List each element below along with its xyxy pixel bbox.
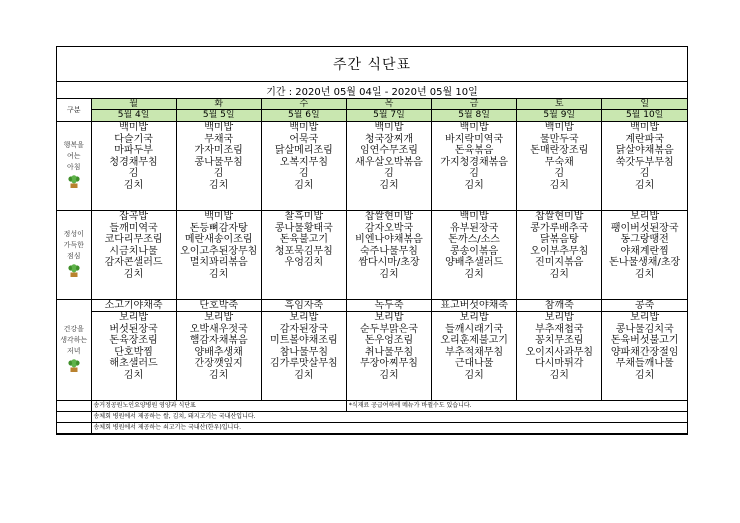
- menu-item: 닭살야채볶음: [615, 145, 674, 156]
- menu-item: 보리밥: [459, 312, 489, 323]
- menu-item: 근대나물: [454, 358, 494, 369]
- menu-item: 양파채간장절임: [610, 346, 679, 358]
- menu-item: 동그랑땡전: [620, 234, 669, 245]
- menu-item: 부추재첩국: [535, 323, 584, 335]
- dinner-menu-cell: [432, 312, 517, 401]
- note-label: [57, 401, 91, 412]
- lunch-menu-cell: [517, 211, 602, 300]
- menu-item: 김: [639, 168, 650, 179]
- menu-item: 김치: [123, 179, 144, 191]
- menu-item: 코다리무조림: [104, 234, 163, 245]
- menu-item: 닭살메리조림: [274, 145, 333, 156]
- day-name: 화: [176, 99, 261, 110]
- menu-item: 김: [213, 168, 224, 179]
- menu-item: 쌈다시마/초장: [358, 257, 420, 268]
- menu-item: 콩나물황태국: [274, 222, 333, 234]
- menu-item: 잡곡밥: [119, 211, 149, 222]
- day-date: 5월 9일: [517, 110, 602, 122]
- menu-item: 오복지무침: [279, 156, 328, 168]
- menu-item: 비엔나야채볶음: [355, 234, 423, 245]
- menu-item: 돈육불고기: [279, 234, 328, 245]
- menu-item: 김치: [549, 369, 569, 381]
- breakfast-menu-cell: [261, 122, 346, 211]
- day-date: 5월 8일: [432, 110, 517, 122]
- menu-item: 돈육버섯불고기: [610, 335, 679, 346]
- menu-item: 김치: [464, 179, 484, 191]
- menu-item: 버섯된장국: [109, 323, 158, 335]
- menu-item: 청포묵김무침: [274, 245, 333, 257]
- menu-item: 김치: [123, 268, 144, 280]
- menu-item: 무숙채: [544, 156, 574, 168]
- menu-item: 오이부추무침: [530, 245, 589, 257]
- menu-item: 보리밥: [204, 312, 234, 323]
- menu-item: 마파두부: [114, 145, 153, 156]
- menu-item: 오박새우젓국: [189, 323, 248, 335]
- plant-icon-wrap: [67, 175, 81, 193]
- plant-icon: [67, 175, 81, 189]
- menu-item: 꽁치무조림: [535, 335, 584, 346]
- menu-item: 김치: [294, 179, 314, 191]
- menu-item: 양배추샐러드: [445, 257, 504, 268]
- day-name: 수: [261, 99, 346, 110]
- breakfast-menu-cell: [517, 122, 602, 211]
- label-line: 점심: [66, 251, 81, 260]
- breakfast-menu-cell: [346, 122, 431, 211]
- porridge-cell: 콩죽: [602, 300, 687, 312]
- menu-item: 김치: [209, 179, 229, 191]
- menu-item: 김치: [379, 268, 399, 280]
- menu-item: 취나물무침: [364, 346, 414, 358]
- menu-item: 오이고추된장무침: [180, 245, 258, 257]
- menu-item: 보리밥: [630, 211, 660, 222]
- day-name: 목: [346, 99, 431, 110]
- menu-item: 닭볶음탕: [539, 234, 579, 245]
- menu-item: 김: [299, 168, 309, 179]
- lunch-menu-cell: [346, 211, 431, 300]
- menu-item: 백미밥: [374, 122, 404, 133]
- menu-item: 김치: [635, 369, 655, 381]
- header-label: 구분: [57, 99, 91, 122]
- porridge-row: [57, 300, 687, 312]
- menu-item: 무채들깨나물: [615, 358, 674, 369]
- menu-item: 김치: [549, 179, 569, 191]
- menu-item: 김치: [123, 369, 144, 381]
- menu-item: 팽이버섯된장국: [610, 222, 679, 234]
- note-label: [57, 412, 91, 423]
- menu-item: 계란파국: [625, 133, 664, 145]
- menu-item: 부추적채무침: [445, 346, 504, 358]
- menu-item: 돈육볶음: [454, 145, 494, 156]
- menu-item: 들깨시래기국: [445, 323, 504, 335]
- dinner-menu-cell: [91, 312, 176, 401]
- plant-icon: [67, 359, 81, 373]
- menu-item: 들깨미역국: [109, 222, 158, 234]
- menu-item: 콩나물김치국: [615, 323, 674, 335]
- menu-item: 청국장찌개: [364, 133, 414, 145]
- menu-item: 미트볼야채조림: [270, 335, 338, 346]
- menu-item: 김치: [379, 369, 399, 381]
- breakfast-menu-cell: [432, 122, 517, 211]
- menu-item: 김치: [635, 179, 655, 191]
- porridge-cell: 소고기야채죽: [91, 300, 176, 312]
- dinner-menu-cell: [517, 312, 602, 401]
- menu-item: 돈까스/소스: [448, 234, 500, 245]
- menu-item: 백미밥: [544, 122, 574, 133]
- dinner-label: [57, 300, 91, 401]
- menu-item: 보리밥: [119, 312, 149, 323]
- menu-item: 보리밥: [544, 312, 574, 323]
- dinner-menu-cell: [346, 312, 431, 401]
- menu-item: 김치: [635, 268, 655, 280]
- menu-item: 바지락미역국: [445, 133, 504, 145]
- menu-table: [57, 99, 687, 434]
- lunch-menu-cell: [91, 211, 176, 300]
- menu-item: 백미밥: [459, 211, 489, 222]
- menu-item: 보리밥: [630, 312, 660, 323]
- breakfast-label: [57, 122, 91, 211]
- menu-item: 감자된장국: [279, 323, 328, 335]
- menu-item: 김: [469, 168, 479, 179]
- page-title: 주간 식단표: [57, 47, 687, 82]
- lunch-menu-cell: [261, 211, 346, 300]
- menu-item: 오이지사과무침: [525, 346, 594, 358]
- label-line: 아침: [66, 162, 81, 171]
- menu-item: 가지청경채볶음: [440, 156, 508, 168]
- breakfast-menu-cell: [176, 122, 261, 211]
- day-date: 5월 5일: [176, 110, 261, 122]
- menu-item: 무채국: [204, 133, 234, 145]
- note-row: [57, 412, 687, 423]
- menu-item: 양배추생채: [194, 346, 243, 358]
- day-header-row: [57, 99, 687, 110]
- menu-item: 돈등뼈감자탕: [189, 222, 248, 234]
- dinner-label-text: [57, 324, 91, 357]
- menu-item: 무장아찌무침: [360, 358, 418, 369]
- menu-item: 김: [554, 168, 565, 179]
- menu-item: 보리밥: [289, 312, 319, 323]
- menu-item: 야채계란찜: [620, 245, 669, 257]
- porridge-cell: 흑임자죽: [261, 300, 346, 312]
- menu-item: 콩나물무침: [194, 156, 243, 168]
- menu-item: 백미밥: [289, 122, 319, 133]
- menu-item: 멸치꽈리볶음: [189, 257, 248, 268]
- menu-item: 김치: [464, 369, 484, 381]
- note-row: [57, 423, 687, 434]
- breakfast-menu-cell: [91, 122, 176, 211]
- menu-item: 우엉김치: [284, 257, 324, 268]
- menu-item: 해초샐러드: [109, 358, 158, 369]
- menu-item: 김치: [549, 268, 569, 280]
- lunch-row: [57, 211, 687, 300]
- menu-item: 김치: [294, 369, 314, 381]
- menu-item: 숙주나물무침: [360, 245, 418, 257]
- day-date: 5월 7일: [346, 110, 431, 122]
- plant-icon-wrap: [67, 264, 81, 282]
- menu-item: 시금치나물: [109, 245, 158, 257]
- menu-item: 백미밥: [459, 122, 489, 133]
- menu-item: 김치: [209, 369, 229, 381]
- menu-item: 다시마튀각: [535, 358, 584, 369]
- note-text: *식재료 공급여하에 메뉴가 바뀔수도 있습니다.: [346, 401, 687, 412]
- menu-item: 쑥갓두부무침: [615, 156, 674, 168]
- lunch-menu-cell: [176, 211, 261, 300]
- menu-item: 햄감자채볶음: [189, 335, 248, 346]
- porridge-cell: 녹두죽: [346, 300, 431, 312]
- menu-item: 간장깻잎지: [194, 358, 243, 369]
- day-name: 토: [517, 99, 602, 110]
- day-name: 일: [602, 99, 687, 110]
- label-line: 가득한: [63, 240, 84, 249]
- menu-item: 청경채무침: [109, 156, 158, 168]
- menu-item: 어묵국: [289, 133, 319, 145]
- dinner-row: [57, 312, 687, 401]
- menu-item: 백미밥: [119, 122, 149, 133]
- menu-item: 다슬기국: [114, 133, 153, 145]
- dinner-menu-cell: [176, 312, 261, 401]
- menu-item: 김치: [464, 268, 484, 280]
- menu-item: 참나물무침: [279, 346, 328, 358]
- menu-item: 김: [128, 168, 139, 179]
- lunch-label: [57, 211, 91, 300]
- label-line: 여는: [66, 151, 81, 160]
- day-date: 5월 4일: [91, 110, 176, 122]
- lunch-menu-cell: [602, 211, 687, 300]
- menu-sheet: [56, 46, 688, 435]
- note-text: 송체회 병원에서 제공하는 쇠고기는 국내산(한우)입니다.: [91, 423, 687, 434]
- menu-item: 진미지볶음: [535, 257, 584, 268]
- menu-item: 돈매란장조림: [530, 145, 589, 156]
- menu-item: 김치: [379, 179, 399, 191]
- menu-item: 찰흑미밥: [284, 211, 324, 222]
- menu-item: 보리밥: [374, 312, 404, 323]
- porridge-cell: 참깨죽: [517, 300, 602, 312]
- menu-item: 단호박찜: [114, 346, 153, 358]
- note-text: 송체회 병원에서 제공하는 쌀, 김치, 돼지고기는 국내산입니다.: [91, 412, 687, 423]
- breakfast-row: [57, 122, 687, 211]
- period-text: 기간 : 2020년 05월 04일 - 2020년 05월 10일: [57, 82, 687, 99]
- menu-item: 김: [384, 168, 394, 179]
- plant-icon: [67, 264, 81, 278]
- breakfast-menu-cell: [602, 122, 687, 211]
- porridge-cell: 표고버섯야채죽: [432, 300, 517, 312]
- menu-item: 감자콘샐러드: [104, 257, 163, 268]
- menu-item: 돈우엉조림: [364, 335, 414, 346]
- lunch-menu-cell: [432, 211, 517, 300]
- day-name: 금: [432, 99, 517, 110]
- menu-item: 콩송이볶음: [449, 245, 499, 257]
- day-date: 5월 10일: [602, 110, 687, 122]
- label-line: 행복을: [63, 140, 84, 149]
- porridge-cell: 단호박죽: [176, 300, 261, 312]
- menu-item: 순두부맑은국: [360, 323, 418, 335]
- menu-item: 오리훈제불고기: [440, 335, 508, 346]
- dinner-menu-cell: [261, 312, 346, 401]
- menu-item: 새우살오박볶음: [355, 156, 423, 168]
- menu-item: 임연수무조림: [360, 145, 418, 156]
- menu-item: 콩가루배추국: [530, 222, 589, 234]
- dinner-menu-cell: [602, 312, 687, 401]
- date-header-row: [57, 110, 687, 122]
- breakfast-label-text: [57, 140, 91, 173]
- menu-item: 찹쌀현미밥: [535, 211, 584, 222]
- menu-item: 물만두국: [539, 133, 579, 145]
- menu-item: 메란새송이조림: [184, 234, 253, 245]
- label-line: 건강을: [63, 324, 84, 333]
- note-label: [57, 423, 91, 434]
- menu-item: 찹쌀현미밥: [364, 211, 414, 222]
- menu-item: 김가루맛살무침: [270, 358, 338, 369]
- note-row: [57, 401, 687, 412]
- menu-item: 김치: [209, 268, 229, 280]
- menu-item: 백미밥: [204, 211, 234, 222]
- plant-icon-wrap: [67, 359, 81, 377]
- menu-item: 백미밥: [630, 122, 660, 133]
- menu-item: 가자미조림: [194, 145, 243, 156]
- menu-item: 백미밥: [204, 122, 234, 133]
- label-line: 생각하는: [60, 335, 88, 344]
- menu-item: 유부된장국: [449, 222, 499, 234]
- note-text: 송거정공원노인요양병원 영양과 식단표: [91, 401, 346, 412]
- label-line: 저녁: [66, 346, 81, 355]
- menu-item: 돈나물생채/초장: [609, 257, 681, 268]
- day-name: 월: [91, 99, 176, 110]
- menu-item: 감자오박국: [364, 222, 414, 234]
- label-line: 정성이: [63, 229, 84, 238]
- day-date: 5월 6일: [261, 110, 346, 122]
- menu-item: 돈육장조림: [109, 335, 158, 346]
- lunch-label-text: [57, 229, 91, 262]
